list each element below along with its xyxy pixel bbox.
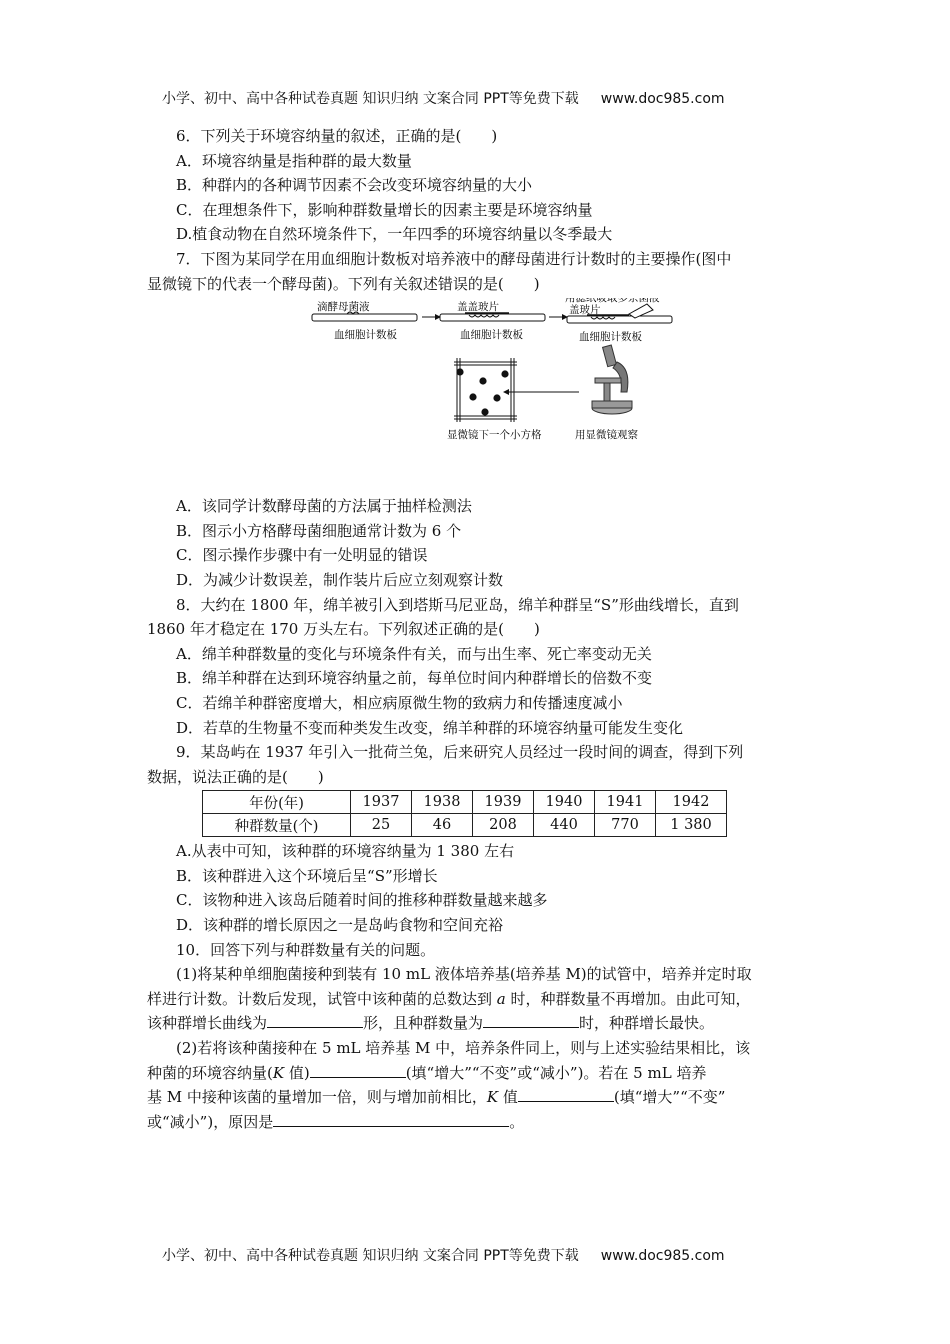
q9-option-a: A.从表中可知，该种群的环境容纳量为 1 380 左右 [176, 842, 515, 861]
q7-stem-line2: 显微镜下的代表一个酵母菌)。下列有关叙述错误的是( ) [147, 274, 540, 293]
q6-option-b: B．种群内的各种调节因素不会改变环境容纳量的大小 [176, 176, 533, 195]
board-label-2: 血细胞计数板 [460, 329, 523, 342]
yeast-cell [469, 394, 476, 401]
table-header-year: 年份(年) [203, 791, 351, 814]
q8-stem-line2: 1860 年才稳定在 170 万头左右。下列叙述正确的是( ) [147, 620, 540, 639]
step2-label: 盖盖玻片 [457, 301, 499, 314]
header-url[interactable]: www.doc985.com [600, 91, 725, 107]
board-label-3: 血细胞计数板 [579, 331, 642, 344]
answer-blank-3[interactable] [310, 1062, 406, 1078]
text-span: 该种群增长曲线为 [147, 1014, 268, 1033]
counting-board-3 [567, 316, 672, 323]
q6-option-d: D.植食动物在自然环境条件下，一年四季的环境容纳量以冬季最大 [176, 225, 613, 244]
counting-board-1 [312, 314, 417, 321]
q10-part2-line3 [147, 1085, 807, 1110]
table-cell: 1941 [595, 791, 656, 814]
q9-data-table [202, 790, 727, 837]
q9-stem-line2: 数据，说法正确的是( ) [147, 767, 324, 786]
header-text: 小学、初中、高中各种试卷真题 知识归纳 文案合同 PPT等免费下载 [162, 91, 579, 107]
text-span: 值 [498, 1088, 518, 1107]
table-cell: 1940 [534, 791, 595, 814]
yeast-cell [479, 378, 486, 385]
text-span: 种菌的环境容纳量( [147, 1063, 273, 1082]
yeast-cell [501, 371, 508, 378]
text-span: 。 [509, 1112, 525, 1131]
q9-stem-line1: 9．某岛屿在 1937 年引入一批荷兰兔，后来研究人员经过一段时间的调查，得到下列 [176, 743, 744, 762]
text-span: (填“增大”“不变” [613, 1088, 726, 1107]
q8-option-d: D．若草的生物量不变而种类发生改变，绵羊种群的环境容纳量可能发生变化 [176, 718, 684, 737]
q7-option-b: B．图示小方格酵母菌细胞通常计数为 6 个 [176, 521, 462, 540]
table-cell: 1 380 [656, 814, 727, 837]
page-header [162, 88, 725, 108]
variable-a: a [496, 989, 506, 1008]
table-cell: 208 [473, 814, 534, 837]
microscope-icon [592, 345, 632, 414]
table-row [203, 791, 727, 814]
text-span: 或“减小”)，原因是 [147, 1112, 274, 1131]
text-span: 时，种群数量不再增加。由此可知， [505, 989, 751, 1008]
step3-label-a: 用滤纸吸取多余菌液 [565, 298, 660, 305]
text-span: (填“增大”“不变”或“减小”)。若在 5 mL 培养 [405, 1063, 707, 1082]
q9-option-b: B．该种群进入这个环境后呈“S”形增长 [176, 866, 438, 885]
q8-option-a: A．绵羊种群数量的变化与环境条件有关，而与出生率、死亡率变动无关 [176, 644, 652, 663]
q7-stem-line1: 7．下图为某同学在用血细胞计数板对培养液中的酵母菌进行计数时的主要操作(图中 [176, 249, 732, 268]
q7-option-c: C．图示操作步骤中有一处明显的错误 [176, 546, 428, 565]
table-cell: 1939 [473, 791, 534, 814]
q8-option-b: B．绵羊种群在达到环境容纳量之前，每单位时间内种群增长的倍数不变 [176, 669, 653, 688]
grid-caption: 显微镜下一个小方格 [447, 429, 542, 442]
table-row [203, 814, 727, 837]
yeast-cells [456, 369, 508, 416]
q7-figure-svg [147, 298, 807, 488]
text-span: 样进行计数。计数后发现，试管中该种菌的总数达到 [147, 989, 497, 1008]
q10-part1-line3 [147, 1011, 807, 1036]
q10-part1-line1: (1)将某种单细胞菌接种到装有 10 mL 液体培养基(培养基 M)的试管中，培养并定时取 [176, 965, 752, 984]
question-content [147, 124, 807, 1134]
q10-part2-line4 [147, 1110, 807, 1135]
answer-blank-5[interactable] [273, 1111, 509, 1127]
table-cell: 1937 [351, 791, 412, 814]
q8-stem-line1: 8．大约在 1800 年，绵羊被引入到塔斯马尼亚岛，绵羊种群呈“S”形曲线增长，直到 [176, 595, 739, 614]
q6-stem: 6．下列关于环境容纳量的叙述，正确的是( ) [176, 127, 498, 145]
q7-option-d: D．为减少计数误差，制作装片后应立刻观察计数 [176, 570, 504, 589]
footer-text: 小学、初中、高中各种试卷真题 知识归纳 文案合同 PPT等免费下载 [162, 1248, 579, 1264]
table-header-count: 种群数量(个) [203, 814, 351, 837]
table-cell: 46 [412, 814, 473, 837]
variable-k: K [272, 1063, 285, 1082]
variable-k: K [486, 1088, 499, 1107]
board-label-1: 血细胞计数板 [334, 329, 397, 342]
answer-blank-1[interactable] [267, 1012, 363, 1028]
table-cell: 440 [534, 814, 595, 837]
yeast-cell [493, 395, 500, 402]
answer-blank-4[interactable] [518, 1086, 614, 1102]
page-footer [162, 1245, 725, 1265]
text-span: 值) [284, 1063, 310, 1082]
table-cell: 1942 [656, 791, 727, 814]
q10-part1-line2 [147, 987, 807, 1012]
step3-label-b: 盖玻片 [569, 304, 601, 317]
table-cell: 1938 [412, 791, 473, 814]
text-span: 基 M 中接种该菌的量增加一倍，则与增加前相比， [147, 1088, 487, 1107]
q10-part2-line2 [147, 1061, 807, 1086]
text-span: 形，且种群数量为 [363, 1014, 484, 1033]
q10-stem: 10．回答下列与种群数量有关的问题。 [176, 940, 436, 959]
q10-part2-line1: (2)若将该种菌接种在 5 mL 培养基 M 中，培养条件同上，则与上述实验结果相比，该 [176, 1039, 751, 1058]
q8-option-c: C．若绵羊种群密度增大，相应病原微生物的致病力和传播速度减小 [176, 693, 623, 712]
q7-option-a: A．该同学计数酵母菌的方法属于抽样检测法 [176, 497, 472, 516]
q6-option-a: A．环境容纳量是指种群的最大数量 [176, 151, 412, 170]
q6-option-c: C．在理想条件下，影响种群数量增长的因素主要是环境容纳量 [176, 200, 593, 219]
step1-label: 滴酵母菌液 [317, 301, 370, 314]
q9-option-c: C．该物种进入该岛后随着时间的推移种群数量越来越多 [176, 891, 548, 910]
footer-url[interactable]: www.doc985.com [600, 1248, 725, 1264]
text-span: 时，种群增长最快。 [579, 1014, 715, 1033]
table-cell: 25 [351, 814, 412, 837]
micro-caption: 用显微镜观察 [575, 429, 638, 442]
q7-figure [147, 298, 807, 488]
table-cell: 770 [595, 814, 656, 837]
answer-blank-2[interactable] [483, 1012, 579, 1028]
q9-option-d: D．该种群的增长原因之一是岛屿食物和空间充裕 [176, 916, 504, 935]
arrow-back-head [503, 389, 509, 395]
yeast-cell [456, 369, 463, 376]
yeast-cell [481, 409, 488, 416]
